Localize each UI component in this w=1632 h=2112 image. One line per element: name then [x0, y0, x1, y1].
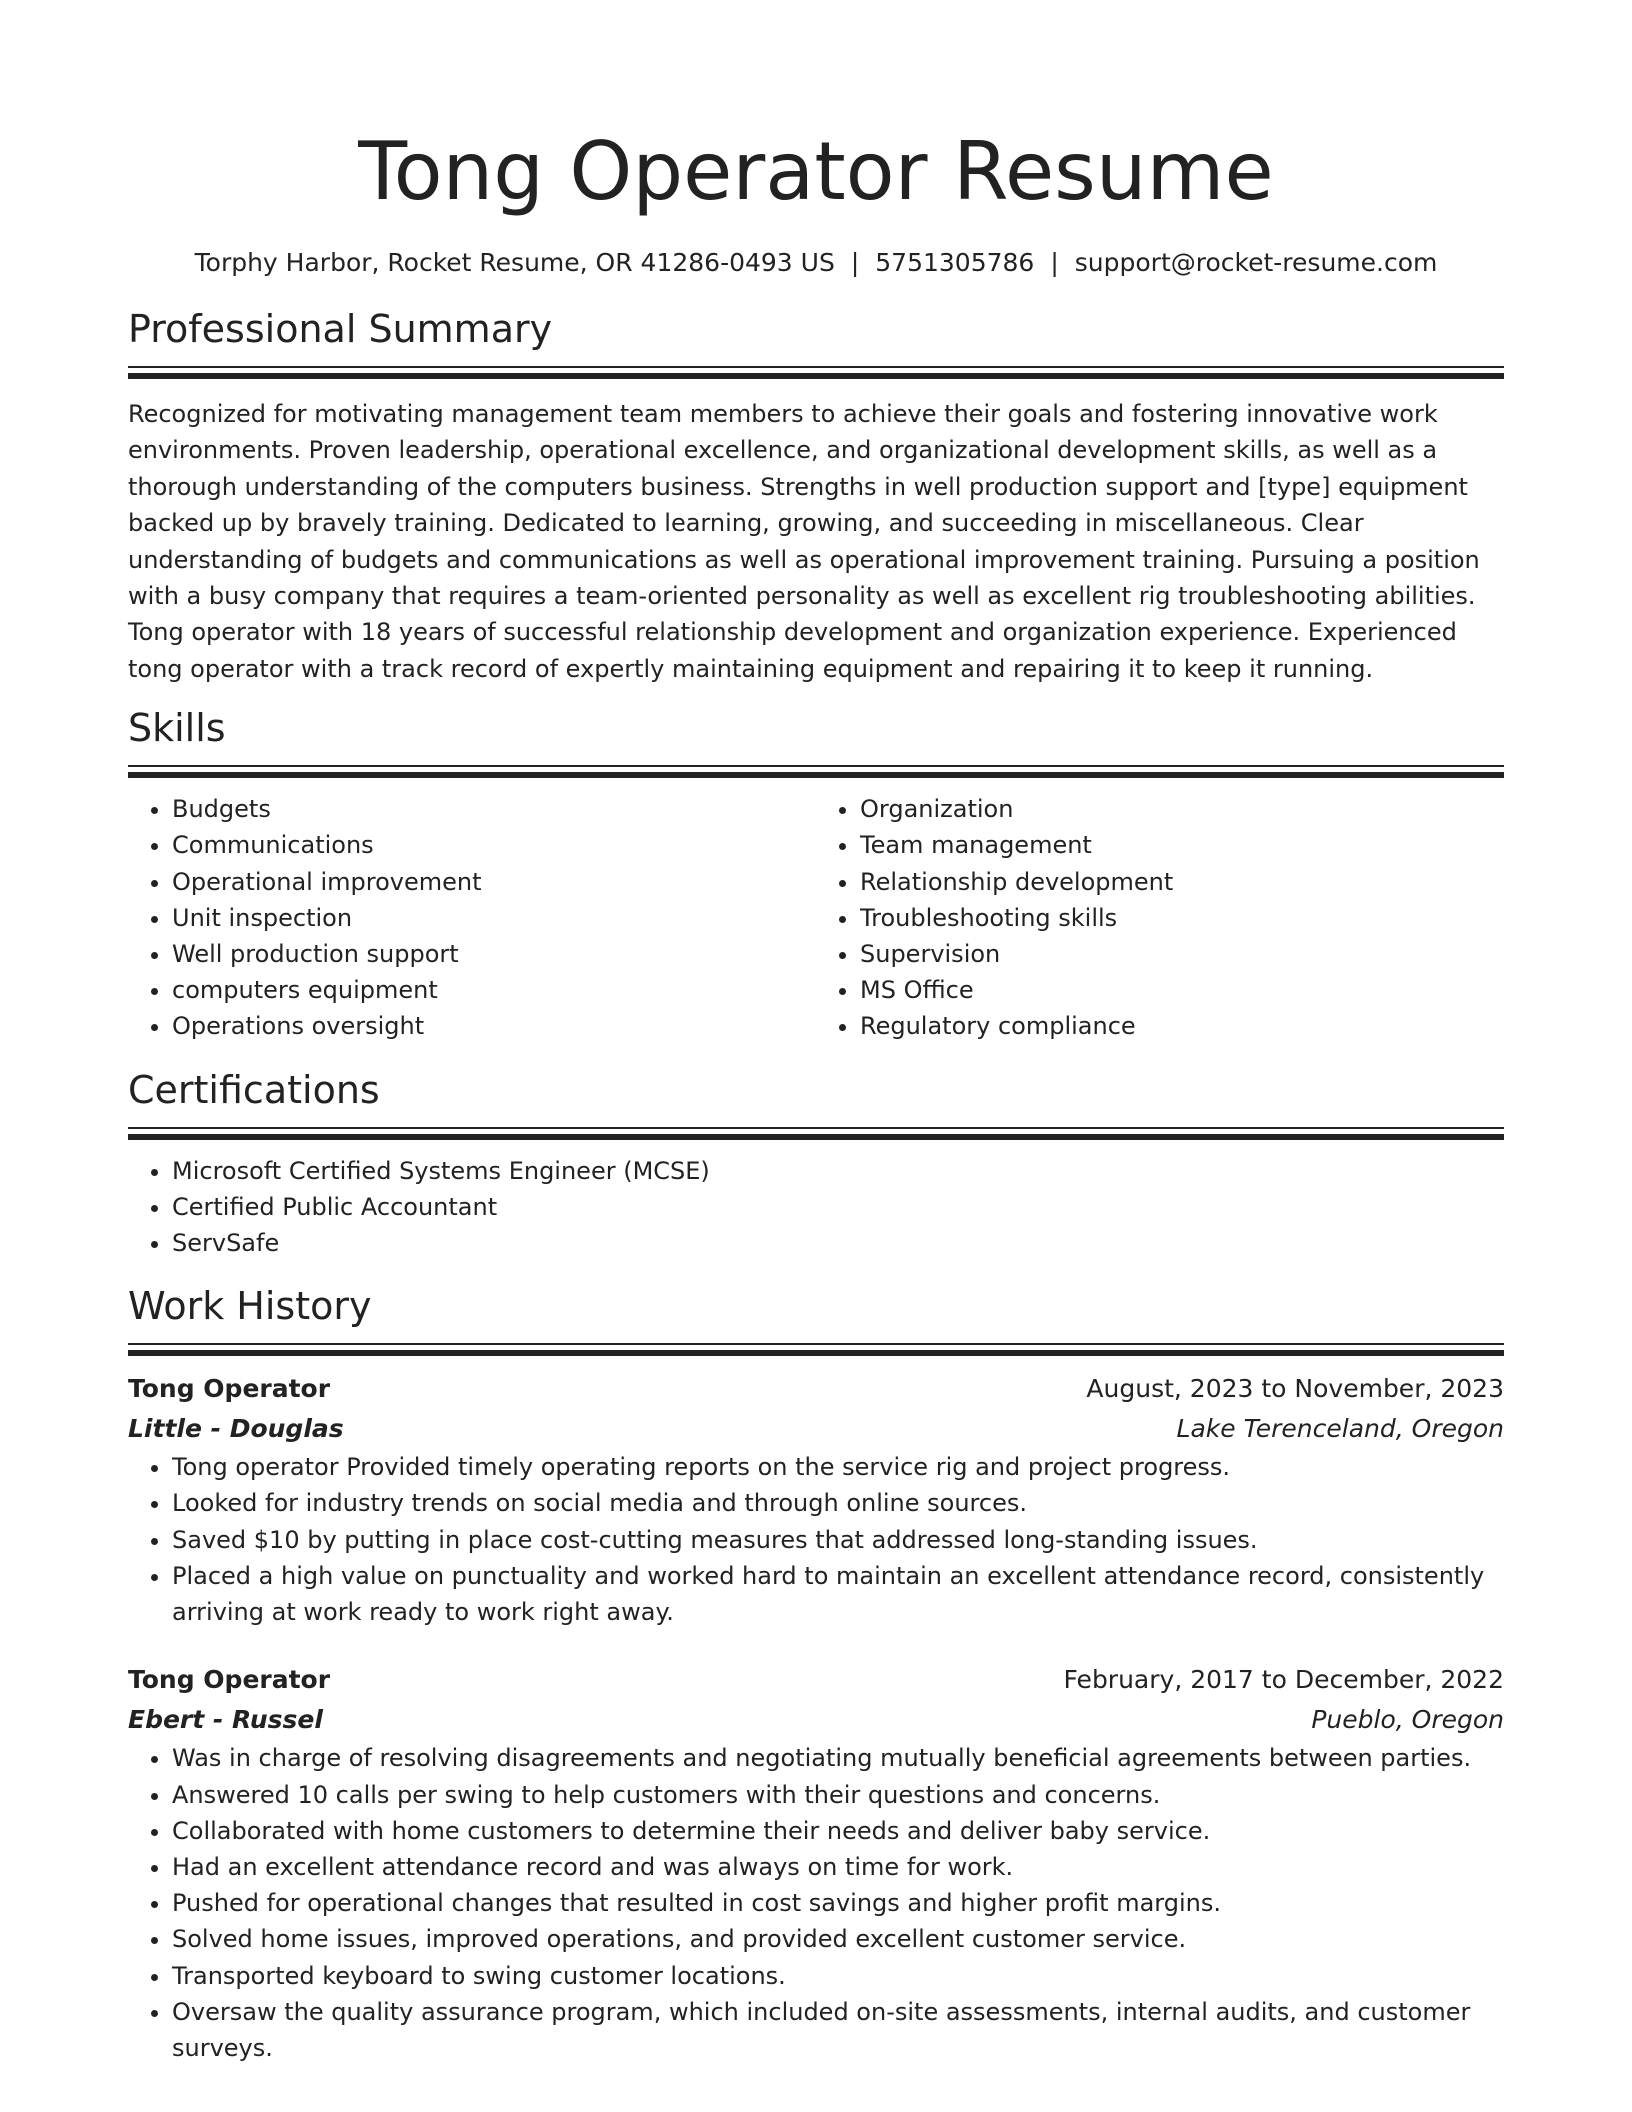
job-entry	[128, 1660, 1504, 2066]
certifications-section	[128, 1067, 1504, 1262]
summary-section	[128, 306, 1504, 687]
job-title: Tong Operator	[128, 1374, 331, 1404]
job-entry	[128, 1369, 1504, 1630]
summary-heading: Professional Summary	[128, 307, 553, 351]
job-bullet: • Looked for industry trends on social media and through online sources.	[172, 1485, 1504, 1521]
skill-item: • Relationship development	[860, 864, 1504, 900]
job-bullet: • Answered 10 calls per swing to help customers with their questions and concerns.	[172, 1777, 1504, 1813]
skills-list-right	[816, 791, 1504, 1044]
skill-item: • Operations oversight	[172, 1008, 816, 1044]
job-location: Pueblo, Oregon	[1311, 1705, 1504, 1735]
skills-heading: Skills	[128, 706, 226, 751]
job-bullet: • Collaborated with home customers to determine their needs and deliver baby service.	[172, 1813, 1504, 1849]
skill-item: • Unit inspection	[172, 900, 816, 936]
skills-section	[128, 705, 1504, 1044]
certifications-heading: Certifications	[128, 1067, 380, 1112]
contact-email: support@rocket-resume.com	[1074, 248, 1438, 277]
job-bullet: • Had an excellent attendance record and was always on time for work.	[172, 1849, 1504, 1885]
job-header	[128, 1369, 1504, 1409]
certification-item: • Microsoft Certified Systems Engineer (MCSE)	[172, 1153, 1504, 1189]
certification-item: • Certified Public Accountant	[172, 1189, 1504, 1225]
skill-item: • Regulatory compliance	[860, 1008, 1504, 1044]
job-dates: February, 2017 to December, 2022	[1063, 1665, 1504, 1695]
section-divider	[128, 765, 1504, 777]
job-company: Little - Douglas	[128, 1414, 344, 1444]
contact-address: Torphy Harbor, Rocket Resume, OR 41286-0493 US	[194, 248, 835, 277]
job-title: Tong Operator	[128, 1665, 331, 1695]
job-subheader	[128, 1409, 1504, 1449]
job-dates: August, 2023 to November, 2023	[1086, 1374, 1504, 1404]
contact-line	[128, 246, 1504, 280]
skill-item: • Troubleshooting skills	[860, 900, 1504, 936]
job-bullet: • Solved home issues, improved operations, and provided excellent customer service.	[172, 1921, 1504, 1957]
summary-text: Recognized for motivating management team members to achieve their goals and fostering innovative work environments. Proven leadership, operational excellence, and organizational development skills, as well as a thorough understanding of the computers business. Strengths in well production support and [type] equipment backed up by bravely training. Dedicated to learning, growing, and succeeding in miscellaneous. Clear understanding of budgets and communications as well as operational improvement training. Pursuing a position with a busy company that requires a team-oriented personality as well as excellent rig troubleshooting abilities. Tong operator with 18 years of successful relationship development and organization experience. Experienced tong operator with a track record of expertly maintaining equipment and repairing it to keep it running.	[128, 400, 1480, 683]
contact-phone: 5751305786	[875, 248, 1035, 277]
skill-item: • Supervision	[860, 936, 1504, 972]
job-bullets	[128, 1740, 1504, 2066]
job-bullet: • Transported keyboard to swing customer locations.	[172, 1958, 1504, 1994]
resume-page	[128, 0, 1504, 2066]
job-company: Ebert - Russel	[128, 1705, 323, 1735]
job-subheader	[128, 1700, 1504, 1740]
contact-separator: |	[850, 248, 860, 277]
skill-item: • computers equipment	[172, 972, 816, 1008]
skill-item: • MS Office	[860, 972, 1504, 1008]
job-bullet: • Tong operator Provided timely operating reports on the service rig and project progress.	[172, 1449, 1504, 1485]
certification-item: • ServSafe	[172, 1225, 1504, 1261]
resume-title: Tong Operator Resume	[358, 125, 1274, 218]
section-divider	[128, 366, 1504, 378]
skills-list-left	[128, 791, 816, 1044]
skill-item: • Organization	[860, 791, 1504, 827]
skill-item: • Well production support	[172, 936, 816, 972]
work-history-heading: Work History	[128, 1284, 372, 1329]
skill-item: • Communications	[172, 827, 816, 863]
section-divider	[128, 1343, 1504, 1355]
skills-grid	[128, 791, 1504, 1044]
job-bullet: • Placed a high value on punctuality and worked hard to maintain an excellent attendance record, consistently arriving at work ready to work right away.	[172, 1558, 1504, 1630]
job-bullet: • Was in charge of resolving disagreements and negotiating mutually beneficial agreements between parties.	[172, 1740, 1504, 1776]
work-history-section	[128, 1283, 1504, 2066]
job-bullets	[128, 1449, 1504, 1630]
section-divider	[128, 1127, 1504, 1139]
job-bullet: • Saved $10 by putting in place cost-cutting measures that addressed long-standing issues.	[172, 1522, 1504, 1558]
contact-separator: |	[1050, 248, 1059, 277]
certifications-list	[128, 1153, 1504, 1262]
skill-item: • Budgets	[172, 791, 816, 827]
job-bullet: • Oversaw the quality assurance program, which included on-site assessments, internal audits, and customer surveys.	[172, 1994, 1504, 2066]
job-header	[128, 1660, 1504, 1700]
skill-item: • Team management	[860, 827, 1504, 863]
skill-item: • Operational improvement	[172, 864, 816, 900]
job-location: Lake Terenceland, Oregon	[1176, 1414, 1504, 1444]
job-bullet: • Pushed for operational changes that resulted in cost savings and higher profit margins.	[172, 1885, 1504, 1921]
